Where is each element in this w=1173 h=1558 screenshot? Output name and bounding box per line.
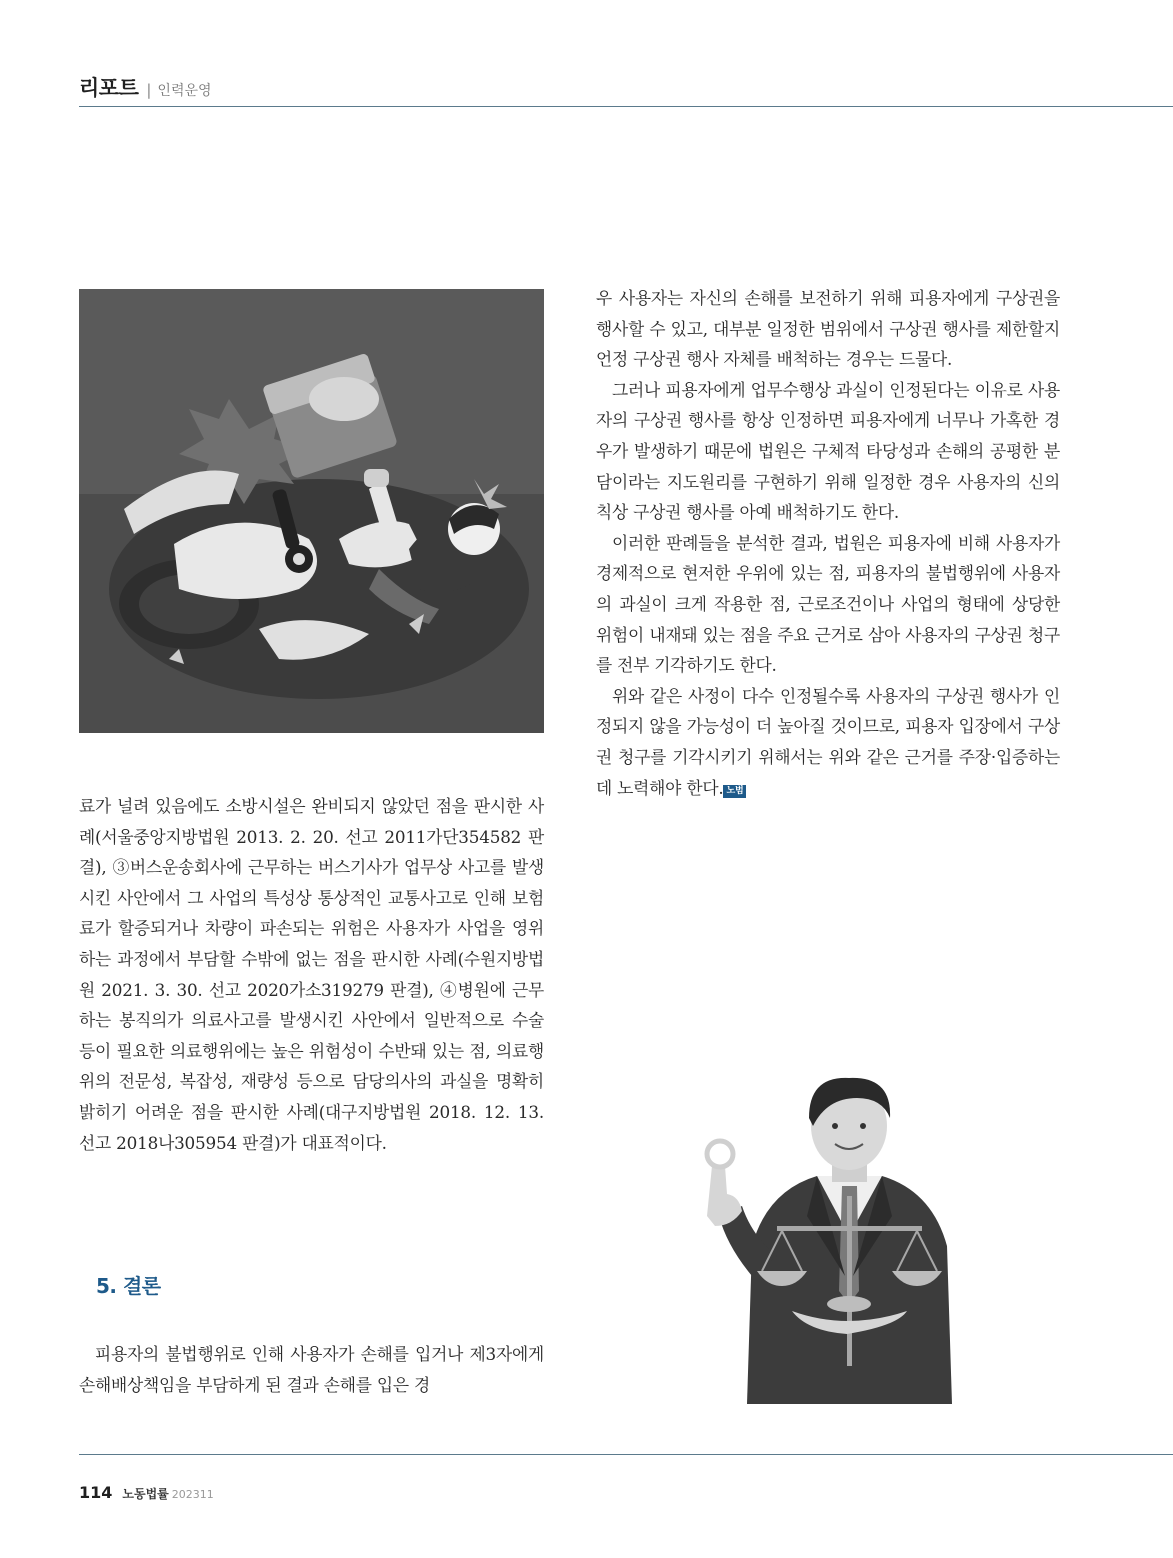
- header-separator: |: [146, 81, 152, 99]
- magazine-name: 노동법률: [122, 1487, 169, 1501]
- left-column-text-2: [79, 1339, 544, 1400]
- right-paragraph-2: 그러나 피용자에게 업무수행상 과실이 인정된다는 이유로 사용자의 구상권 행사를 항상 인정하면 피용자에게 너무나 가혹한 경우가 발생하기 때문에 법원은 구체적 타당성과 손해의 공평한 분담이라는 지도원리를 구현하기 위해 일정한 경우 사용자의 신의칙상 구상권 행사를 아예 배척하기도 한다.: [596, 379, 1060, 523]
- left-paragraph-2: 피용자의 불법행위로 인해 사용자가 손해를 입거나 제3자에게 손해배상책임을 부담하게 된 결과 손해를 입은 경: [79, 1344, 544, 1395]
- page-number: 114: [79, 1483, 113, 1502]
- section-heading-conclusion: 5. 결론: [96, 1274, 161, 1298]
- section-title: 리포트: [79, 76, 139, 100]
- subsection-title: 인력운영: [157, 83, 212, 99]
- header-rule: [79, 106, 1173, 107]
- running-header: [79, 72, 212, 106]
- article-end-mark: 노범: [723, 785, 746, 798]
- right-paragraph-4: 위와 같은 사정이 다수 인정될수록 사용자의 구상권 행사가 인정되지 않을 가능성이 더 높아질 것이므로, 피용자 입장에서 구상권 청구를 기각시키기 위해서는 위와 같은 근거를 주장·입증하는 데 노력해야 한다.: [596, 685, 1060, 798]
- lawyer-illustration: [697, 1076, 1002, 1404]
- accident-illustration: [79, 289, 544, 733]
- left-paragraph-1: 료가 널려 있음에도 소방시설은 완비되지 않았던 점을 판시한 사례(서울중앙지방법원 2013. 2. 20. 선고 2011가단354582 판결), ③버스운송회사에 근무하는 버스기사가 업무상 사고를 발생시킨 사안에서 그 사업의 특성상 통상적인 교통사고로 인해 보험료가 할증되거나 차량이 파손되는 위험은 사용자가 사업을 영위하는 과정에서 부담할 수밖에 없는 점을 판시한 사례(수원지방법원 2021. 3. 30. 선고 2020가소319279 판결), ④병원에 근무하는 봉직의가 의료사고를 발생시킨 사안에서 일반적으로 수술 등이 필요한 의료행위에는 높은 위험성이 수반돼 있는 점, 의료행위의 전문성, 복잡성, 재량성 등으로 담당의사의 과실을 명확히 밝히기 어려운 점을 판시한 사례(대구지방법원 2018. 12. 13. 선고 2018나305954 판결)가 대표적이다.: [79, 796, 544, 1153]
- left-column-text: [79, 791, 544, 1158]
- page-footer: [79, 1483, 214, 1502]
- issue-number: 202311: [171, 1488, 214, 1501]
- footer-rule: [79, 1454, 1173, 1455]
- right-paragraph-1: 우 사용자는 자신의 손해를 보전하기 위해 피용자에게 구상권을 행사할 수 있고, 대부분 일정한 범위에서 구상권 행사를 제한할지언정 구상권 행사 자체를 배척하는 경우는 드물다.: [596, 288, 1060, 370]
- right-paragraph-3: 이러한 판례들을 분석한 결과, 법원은 피용자에 비해 사용자가 경제적으로 현저한 우위에 있는 점, 피용자의 불법행위에 사용자의 과실이 크게 작용한 점, 근로조건이나 사업의 형태에 상당한 위험이 내재돼 있는 점을 주요 근거로 삼아 사용자의 구상권 청구를 전부 기각하기도 한다.: [596, 532, 1060, 676]
- right-column-text: [596, 283, 1060, 803]
